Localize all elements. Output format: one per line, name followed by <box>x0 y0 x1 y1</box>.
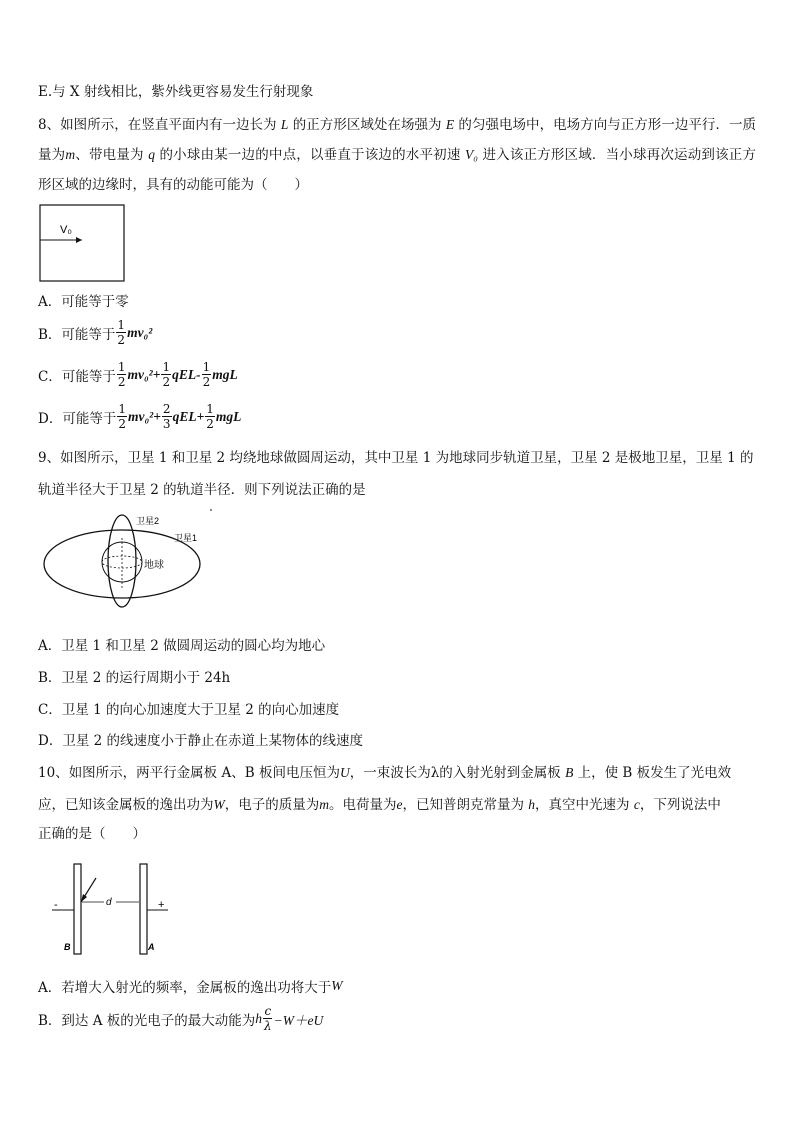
q9-stem-line2: 轨道半径大于卫星 2 的轨道半径．则下列说法正确的是 <box>38 482 366 498</box>
q9-option-c: C．卫星 1 的向心加速度大于卫星 2 的向心加速度 <box>38 702 340 718</box>
q8-option-d: D．可能等于 $\frac{1}{2}$ mv₀²+ $\frac{2}{3}$ qEL+ $\frac{1}{2}$ mgL <box>38 402 242 431</box>
q8-v0-label: V₀ <box>60 224 72 236</box>
q9-option-a: A．卫星 1 和卫星 2 做圆周运动的圆心均为地心 <box>38 638 326 654</box>
q9-number: 9、 <box>38 450 61 466</box>
q10-number: 10、 <box>38 765 69 781</box>
q10-stem-line1: 10、如图所示，两平行金属板 A、B 板间电压恒为U，一束波长为λ的入射光射到金属板 B 上，使 B 板发生了光电效 <box>38 765 732 781</box>
q9-sat1-label: 卫星1 <box>174 533 198 543</box>
q10-stem-line2: 应，已知该金属板的逸出功为W，电子的质量为m。电荷量为e，已知普朗克常量为 h，真空中光速为 c，下列说法中 <box>38 797 721 813</box>
q10-stem-line3: 正确的是（ ） <box>38 826 146 842</box>
q10-option-a: A．若增大入射光的频率，金属板的逸出功将大于 W <box>38 978 343 996</box>
q7-option-e: E.与 X 射线相比，紫外线更容易发生行射现象 <box>38 84 314 100</box>
q8-option-c: C．可能等于 $\frac{1}{2}$ mv₀²+ $\frac{1}{2}$ qEL- $\frac{1}{2}$ mgL <box>38 360 238 389</box>
q9-stem-line1: 9、如图所示，卫星 1 和卫星 2 均绕地球做圆周运动，其中卫星 1 为地球同步轨道卫星，卫星 2 是极地卫星，卫星 1 的 <box>38 450 754 466</box>
q8-stem: 8、如图所示，在竖直平面内有一边长为 L 的正方形区域处在场强为 E 的匀强电场中，电场方向与正方形一边平行．一质量为m、带电量为 q 的小球由某一边的中点，以垂直于该边的水平初速 V₀ 进入该正方形区域．当小球再次运动到该正方形区域的边缘时，具有的动能可能为（ ） <box>38 117 756 193</box>
q10-option-b: B．到达 A 板的光电子的最大动能为 h $\frac{c}{\lambda}$ −W＋eU <box>38 1004 324 1033</box>
q10-minus-label: - <box>54 899 58 911</box>
q9-option-d: D．卫星 2 的线速度小于静止在赤道上某物体的线速度 <box>38 733 363 749</box>
q10-plates-figure <box>44 858 184 958</box>
q10-plus-label: + <box>158 899 165 911</box>
q9-sat2-label: 卫星2 <box>136 516 160 526</box>
q10-plate-b-label: B <box>64 942 71 952</box>
q8-option-b: B．可能等于 $\frac{1}{2}$ mv₀² <box>38 318 153 347</box>
q8-square-figure <box>38 203 128 283</box>
q8-number: 8、 <box>38 117 61 133</box>
q9-earth-label: 地球 <box>144 560 164 571</box>
q9-option-b: B．卫星 2 的运行周期小于 24h <box>38 670 231 686</box>
q10-plate-a-label: A <box>148 942 155 952</box>
q8-option-a: A．可能等于零 <box>38 294 129 310</box>
q9-orbit-figure <box>40 508 220 608</box>
q10-d-label: d <box>106 897 112 908</box>
